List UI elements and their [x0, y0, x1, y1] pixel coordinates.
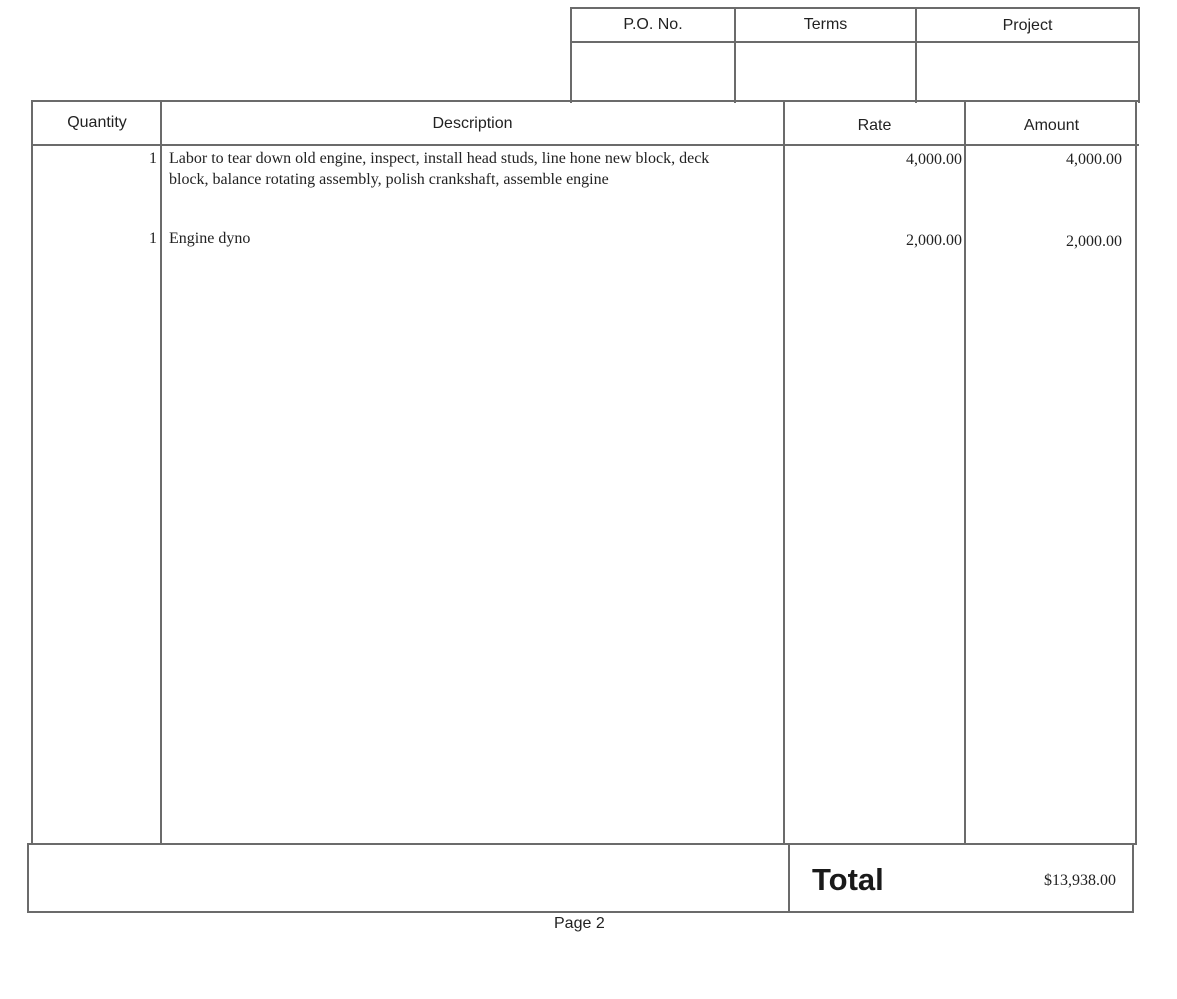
- total-value: $13,938.00: [1044, 872, 1116, 889]
- rate-col-divider: [964, 100, 966, 845]
- table-header-divider: [33, 144, 1139, 146]
- project-label: Project: [1002, 17, 1053, 34]
- row-quantity: 1: [149, 150, 157, 167]
- row-description-line-1: Engine dyno: [169, 230, 251, 247]
- quantity-col-divider: [160, 100, 162, 845]
- table-bottom-border: [29, 843, 1135, 845]
- totals-bottom-border: [27, 911, 1134, 913]
- table-top-border: [33, 100, 1139, 102]
- header-box-top-border: [571, 7, 1140, 9]
- row-amount: 4,000.00: [1066, 151, 1122, 168]
- totals-right-border: [1132, 843, 1134, 913]
- row-amount: 2,000.00: [1066, 233, 1122, 250]
- total-label: Total: [812, 862, 884, 897]
- terms-label: Terms: [803, 16, 848, 33]
- row-description-line-2: block, balance rotating assembly, polish crankshaft, assemble engine: [169, 171, 609, 188]
- table-right-border: [1135, 100, 1137, 845]
- row-description-line-1: Labor to tear down old engine, inspect, install head studs, line hone new block, deck: [169, 150, 710, 167]
- description-col-divider: [783, 100, 785, 845]
- amount-header: Amount: [1023, 117, 1080, 134]
- row-rate: 4,000.00: [906, 151, 962, 168]
- row-quantity: 1: [149, 230, 157, 247]
- description-header: Description: [432, 115, 513, 132]
- table-left-border: [31, 100, 33, 845]
- totals-divider: [788, 845, 790, 913]
- rate-header: Rate: [857, 117, 892, 134]
- po-number-label: P.O. No.: [623, 16, 683, 33]
- totals-left-border: [27, 843, 29, 913]
- page-number: Page 2: [554, 915, 605, 932]
- header-box-divider: [571, 41, 1140, 43]
- row-rate: 2,000.00: [906, 232, 962, 249]
- header-box-right-border: [1138, 7, 1140, 103]
- quantity-header: Quantity: [67, 114, 127, 131]
